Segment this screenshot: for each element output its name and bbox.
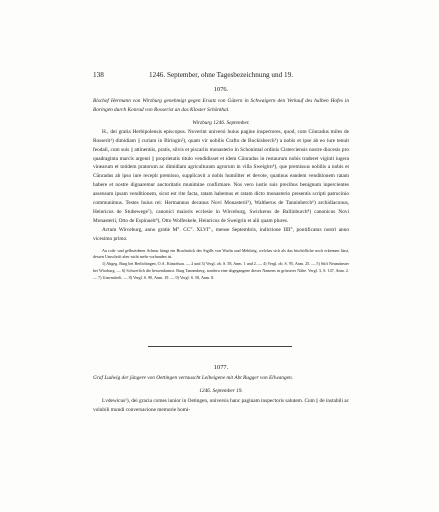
document-number: 1077. [213,364,229,371]
charter-paragraph: Actum Wirceburg, anno gratie M°. CC°. XLVI°., mense Septembris, indictione IIII°, pontificatus nostri anno vicesimo primo. [93,226,349,242]
document-1077-section [93,86,349,282]
regest-summary: Bischof Hermann von Wirzburg genehmigt gegen Ersatz von Gütern in Schwaigern den Verkauf des halben Hofes in Boringen durch Konrad von Rosserist an das Kloster Schönthal. [93,98,349,113]
seal-note: An roth- und gelbseidener Schnur hängt ein Bruchstück des Sigills von Wachs und Mehlteig, welches sich als das bischöfliche noch erkennen lässt, dessen Umschrift aber nicht mehr vorhanden ist. [93,247,349,260]
charter-text [93,128,349,244]
document-1077b-section [93,364,349,415]
footnote-list: 1) Abgeg. Burg bei Berlichingen, O.A. Künzelsau. — 2 und 3) Vergl. ob. S. 58, Anm. 1 und 2. — 4) Vergl. ob. S. 95, Anm. 25. — 5) Stift Neumünster bei Wirzburg. — 6) Schwerlich die hessendarmst. Burg Tannenberg, sondern eine abgegangene dieses Namens in grösserer Nähe. Vergl. 3, S. 147, Anm. 2. — 7) Unermittelt. — 8) Vergl. S. 90, Anm. 19. — 9) Vergl. S. 58, Anm. 8. [93,261,349,280]
footnotes [93,248,349,282]
place-date-line: Wirzburg 1246. September. [192,119,250,126]
section-divider [148,346,292,347]
document-number: 1076. [213,86,229,93]
regest-summary: Graf Ludwig der jüngere von Oettingen vertauscht Leibeigene mit Abt Rugger von Ellwangen. [93,375,293,381]
page-number: 138 [93,71,104,79]
running-title: 1246. September, ohne Tagesbezeichnung und 19. [149,71,293,79]
charter-paragraph: Lvdewicus¹), dei gracia comes iunior in Oetingen, universis hanc paginam inspectoris salutem. Cum || de instabili ac volubili mundi conversacione memorie homi- [93,397,349,413]
date-line: 1246. September 19. [199,387,243,394]
charter-text [93,397,349,415]
charter-paragraph: H., dei gratia Herbipolensis episcopus. Noverint universi huius pagine inspectores, quod, cum Cūnradus miles de Rosserit¹) dimidiam || curiam in Biringin²), quam vir nobilis Crafto de Bockisberch³) a nobis et ipse ab eo iure tenuit feodali, cum suis || attinentiis, pratis, silvis et piscariis monasterio in Schonintal ordinis Cisterciensis nostre diocesis pro quadraginta marcis argenti || proprietatis titulo vendidisset et idem Cūnradus in restaurum nobis traderet viginti iugera vinearum et totidem pratorum ac dimidiam agriculturam agrorum in villa Sweigirn⁴), que premissus nobilis a nobis et Cūnradus ab ipso iure recepit premisso, supplicavit a nobis humiliter et devote, quatinus eandem venditionem ratam habere et nostre dignaremur auctoritatis munimine confirmare. Nos vero iustis suis precibus benignum inpercientes assensum ipsam venditionem, sicut est rite facta, ratam habemus et ratam dicto monasterio presentis scripti patrocinio communimus. Testes huius rei: Hermannus decanus Novi Monasterii⁵), Waltherus de Tanninberch⁶) archidiaconus, Heinricus de Stubewege⁷), canonici maioris ecclesie in Wirceburg, Swickerus de Ballinburch⁸) canonicus Novi Monasterii, Otto de Espinueit⁹), Otto Wolfeskele, Heinricus de Sweigrin et alii quam plures. [93,128,349,224]
